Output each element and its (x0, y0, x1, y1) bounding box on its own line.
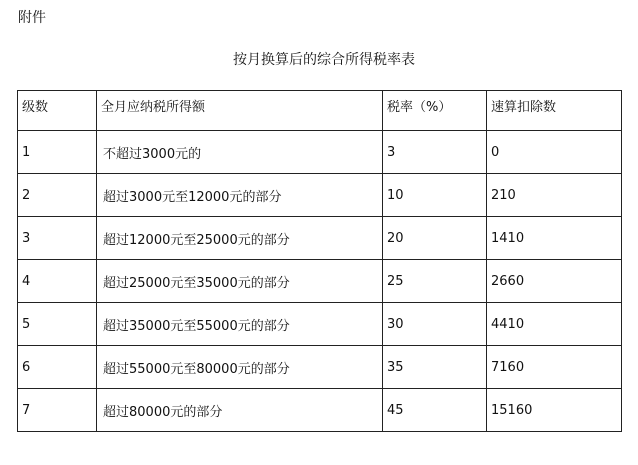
table-header-row (18, 91, 622, 131)
attachment-label: 附件 (18, 10, 46, 26)
cell-quick-deduction: 2660 (487, 260, 622, 303)
cell-income-range: 超过80000元的部分 (97, 389, 383, 432)
table-row (18, 303, 622, 346)
cell-tax-rate: 45 (383, 389, 487, 432)
cell-quick-deduction: 15160 (487, 389, 622, 432)
header-quick-deduction: 速算扣除数 (487, 91, 622, 131)
table-row (18, 389, 622, 432)
cell-quick-deduction: 1410 (487, 217, 622, 260)
cell-quick-deduction: 210 (487, 174, 622, 217)
cell-quick-deduction: 7160 (487, 346, 622, 389)
header-tax-rate: 税率（%） (383, 91, 487, 131)
table-row (18, 260, 622, 303)
table-row (18, 174, 622, 217)
cell-tax-rate: 20 (383, 217, 487, 260)
cell-income-range: 超过55000元至80000元的部分 (97, 346, 383, 389)
table-row (18, 131, 622, 174)
table-row (18, 346, 622, 389)
cell-level: 4 (18, 260, 97, 303)
cell-level: 3 (18, 217, 97, 260)
cell-income-range: 不超过3000元的 (97, 131, 383, 174)
document-title: 按月换算后的综合所得税率表 (233, 52, 415, 68)
cell-income-range: 超过25000元至35000元的部分 (97, 260, 383, 303)
cell-level: 6 (18, 346, 97, 389)
tax-rate-table (17, 90, 622, 432)
cell-income-range: 超过3000元至12000元的部分 (97, 174, 383, 217)
header-income-range: 全月应纳税所得额 (97, 91, 383, 131)
header-level: 级数 (18, 91, 97, 131)
cell-level: 7 (18, 389, 97, 432)
cell-tax-rate: 3 (383, 131, 487, 174)
cell-level: 2 (18, 174, 97, 217)
cell-tax-rate: 25 (383, 260, 487, 303)
cell-tax-rate: 10 (383, 174, 487, 217)
cell-tax-rate: 35 (383, 346, 487, 389)
cell-income-range: 超过35000元至55000元的部分 (97, 303, 383, 346)
table-row (18, 217, 622, 260)
cell-income-range: 超过12000元至25000元的部分 (97, 217, 383, 260)
cell-quick-deduction: 4410 (487, 303, 622, 346)
cell-level: 5 (18, 303, 97, 346)
cell-level: 1 (18, 131, 97, 174)
cell-tax-rate: 30 (383, 303, 487, 346)
cell-quick-deduction: 0 (487, 131, 622, 174)
